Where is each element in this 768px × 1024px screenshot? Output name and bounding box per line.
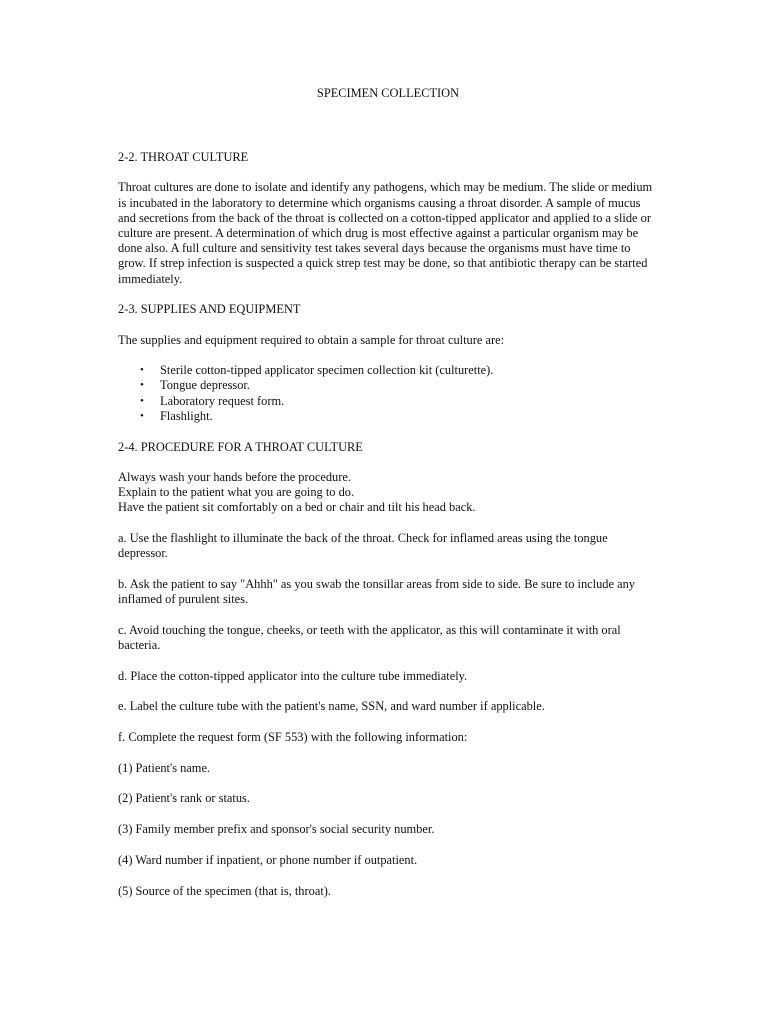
list-item: • Flashlight. [160,409,658,424]
document-body [118,86,658,914]
request-form-item-5: (5) Source of the specimen (that is, throat). [118,883,331,898]
request-form-item-1: (1) Patient's name. [118,760,211,775]
procedure-intro [118,470,658,516]
supplies-list [118,363,658,424]
procedure-step-a: a. Use the flashlight to illuminate the back of the throat. Check for inflamed areas using the tongue depressor. [118,530,608,561]
procedure-step-d: d. Place the cotton-tipped applicator into the culture tube immediately. [118,668,468,683]
throat-culture-paragraph: Throat cultures are done to isolate and identify any pathogens, which may be medium. The slide or medium is incubated in the laboratory to determine which organisms causing a throat disorder. A sample of mucus and secretions from the back of the throat is collected on a cotton-tipped applicator and applied to a slide or culture are present. A determination of which drug is most effective against a particular organism may be done also. A full culture and sensitivity test takes several days because the organisms must have time to grow. If strep infection is suspected a quick strep test may be done, so that antibiotic therapy can be started immediately. [118,180,653,286]
procedure-step-e: e. Label the culture tube with the patient's name, SSN, and ward number if applicable. [118,699,545,714]
request-form-item-3: (3) Family member prefix and sponsor's social security number. [118,822,435,837]
request-form-item-2: (2) Patient's rank or status. [118,791,250,806]
document-title: SPECIMEN COLLECTION [316,86,460,100]
procedure-step-c: c. Avoid touching the tongue, cheeks, or teeth with the applicator, as this will contaminate it with oral bacteria. [118,622,621,652]
procedure-step-b: b. Ask the patient to say "Ahhh" as you swab the tonsillar areas from side to side. Be sure to include any inflamed of purulent sites. [118,576,635,606]
list-item: • Sterile cotton-tipped applicator specimen collection kit (culturette). [160,363,658,378]
section-heading-throat-culture: 2-2. THROAT CULTURE [118,150,249,165]
request-form-item-4: (4) Ward number if inpatient, or phone number if outpatient. [118,852,418,867]
list-item: • Tongue depressor. [160,378,658,393]
supplies-intro: The supplies and equipment required to obtain a sample for throat culture are: [118,332,505,347]
procedure-intro-line: Have the patient sit comfortably on a bed or chair and tilt his head back. [118,500,476,515]
list-item: • Laboratory request form. [160,394,658,409]
section-heading-supplies: 2-3. SUPPLIES AND EQUIPMENT [118,302,301,317]
section-heading-procedure: 2-4. PROCEDURE FOR A THROAT CULTURE [118,439,363,454]
procedure-step-f: f. Complete the request form (SF 553) with the following information: [118,729,468,744]
procedure-intro-line: Always wash your hands before the procedure. [118,469,351,484]
procedure-intro-line: Explain to the patient what you are going to do. [118,484,355,499]
